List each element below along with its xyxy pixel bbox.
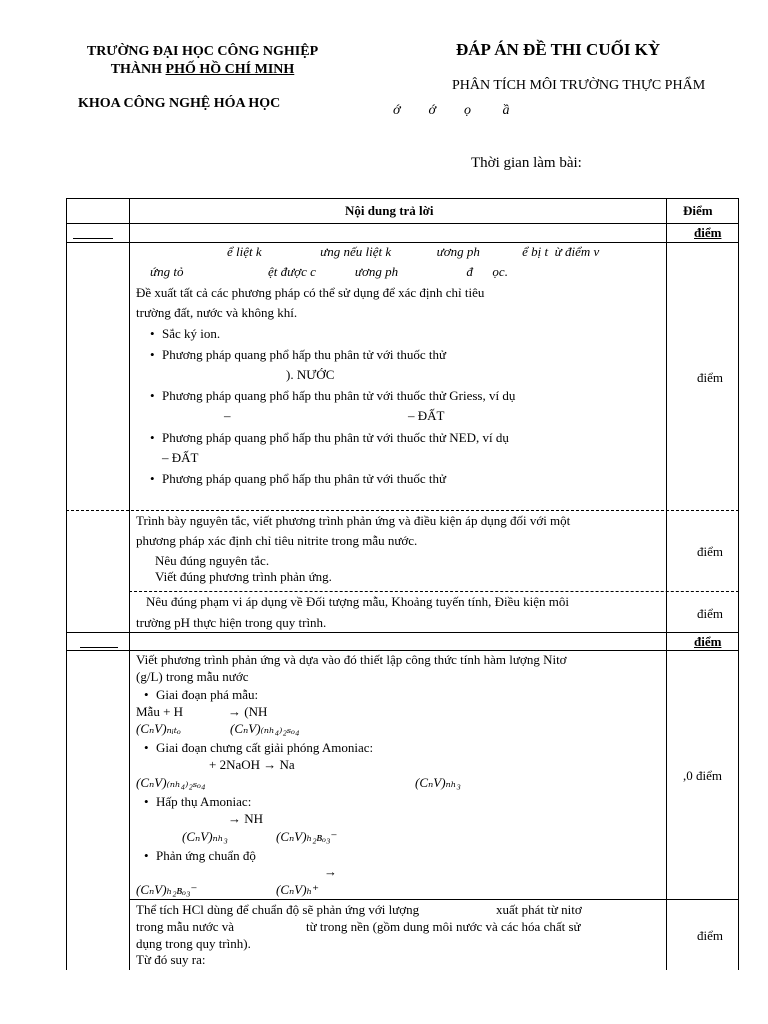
q2-line4: Viết đúng phương trình phản ứng. (155, 569, 332, 584)
q3-formula4-left: (CₙV)ₕ₂ʙₒ₃⁻ (136, 882, 198, 897)
q1-bullet-5: • Phương pháp quang phổ hấp thu phân tử với thuốc thử (162, 471, 446, 487)
q1-bullet-3: • Phương pháp quang phổ hấp thu phân tử với thuốc thử Griess, ví dụ (162, 388, 515, 404)
q1-bullet-3-dash: – (224, 408, 231, 423)
q1-bullet-4-cont: – ĐẤT (162, 450, 199, 465)
q1-points: điểm (697, 370, 723, 385)
q3-eq2: + 2NaOH → Na (209, 757, 295, 772)
q1-italic-line1: ể liệt k ưng nếu liệt k ương ph ể bị t ừ điểm v (227, 244, 600, 259)
q3-points-2: điểm (697, 928, 723, 943)
exam-title: ĐÁP ÁN ĐỀ THI CUỐI KỲ (456, 40, 661, 59)
q3-line-m2: trong mẫu nước và (136, 919, 235, 934)
school-name-line1: TRƯỜNG ĐẠI HỌC CÔNG NGHIỆP (86, 44, 319, 59)
q3-line1: Viết phương trình phản ứng và dựa vào đó thiết lập công thức tính hàm lượng Nitơ (136, 652, 567, 667)
school-name-line2: THÀNH PHỐ HỒ CHÍ MINH (110, 62, 295, 77)
q1-line1: Đề xuất tất cả các phương pháp có thể sử dụng để xác định chỉ tiêu (136, 285, 485, 300)
q1-bullet-4: • Phương pháp quang phổ hấp thu phân tử với thuốc thử NED, ví dụ (162, 430, 509, 446)
q3-eq3: → NH (228, 811, 264, 826)
q3-formula2-left: (CₙV)₍ₙₕ₄₎₂ₛₒ₄ (136, 775, 206, 790)
q3-eq1-right: → (NH (228, 704, 268, 719)
faculty-name: KHOA CÔNG NGHỆ HÓA HỌC (78, 96, 281, 111)
q3-line2: (g/L) trong mẫu nước (136, 669, 249, 684)
q3-formula1-left: (CₙV)ₙᵢₜₒ (136, 721, 181, 736)
time-label: Thời gian làm bài: (471, 155, 582, 171)
q1-bullet-2-cont: ). NƯỚC (286, 367, 335, 382)
q3-line-m1b: xuất phát từ nitơ (496, 902, 582, 917)
q2-line2: phương pháp xác định chỉ tiêu nitrite trong mẫu nước. (136, 533, 418, 548)
subject-name: PHÂN TÍCH MÔI TRƯỜNG THỰC PHẨM (452, 78, 706, 93)
q3-bullet-2: • Giai đoạn chưng cất giải phóng Amoniac: (156, 740, 373, 756)
column-header-score: Điểm (683, 203, 713, 218)
column-header-content: Nội dung trả lời (345, 203, 434, 218)
q3-formula4-right: (CₙV)ₕ⁺ (276, 882, 320, 897)
q3-line-m2b: từ trong nền (gồm dung môi nước và các hóa chất sử (306, 919, 581, 934)
q2-points: điểm (697, 544, 723, 559)
q3-eq1-left: Mẫu + H (136, 704, 184, 719)
q3-formula3-right: (CₙV)ₕ₂ʙₒ₃⁻ (276, 829, 338, 844)
q3-points: ,0 điểm (683, 768, 722, 783)
q3-line-m1: Thể tích HCl dùng để chuẩn độ sẽ phản ứng với lượng (136, 902, 420, 917)
q2-line1: Trình bày nguyên tắc, viết phương trình phản ứng và điều kiện áp dụng đối với một (136, 513, 571, 528)
q3-bullet-4: • Phản ứng chuẩn độ (156, 848, 256, 864)
q2-line3: Nêu đúng nguyên tắc. (155, 553, 270, 568)
q3-bullet-3: • Hấp thụ Amoniac: (156, 794, 251, 810)
q2-line6: trường pH thực hiện trong quy trình. (136, 615, 327, 630)
q3-line-m3: dụng trong quy trình). (136, 936, 251, 951)
q3-formula2-right: (CₙV)ₙₕ₃ (415, 775, 461, 790)
q1-bullet-2: • Phương pháp quang phổ hấp thu phân tử với thuốc thử (162, 347, 446, 363)
broken-glyphs: ớ ớ ọ ầ (393, 103, 510, 118)
q2-line5: Nêu đúng phạm vi áp dụng về Đối tượng mẫu, Khoảng tuyến tính, Điều kiện môi (146, 594, 569, 609)
question-3-score: điểm (694, 634, 722, 649)
q1-line2: trường đất, nước và không khí. (136, 305, 298, 320)
q1-italic-line2: ứng tỏ ệt được c ương ph đ ọc. (150, 264, 508, 279)
q3-formula1-right: (CₙV)₍ₙₕ₄₎₂ₛₒ₄ (230, 721, 300, 736)
q1-bullet-1: • Sắc ký ion. (162, 326, 220, 342)
q3-line-m4: Từ đó suy ra: (136, 952, 206, 967)
q3-formula3-left: (CₙV)ₙₕ₃ (182, 829, 228, 844)
q1-bullet-3-cont: – ĐẤT (408, 408, 445, 423)
q3-eq4: → (324, 864, 337, 879)
q3-bullet-1: • Giai đoạn phá mẫu: (156, 687, 258, 703)
question-1-score: điểm (694, 225, 722, 240)
q2-points-2: điểm (697, 606, 723, 621)
